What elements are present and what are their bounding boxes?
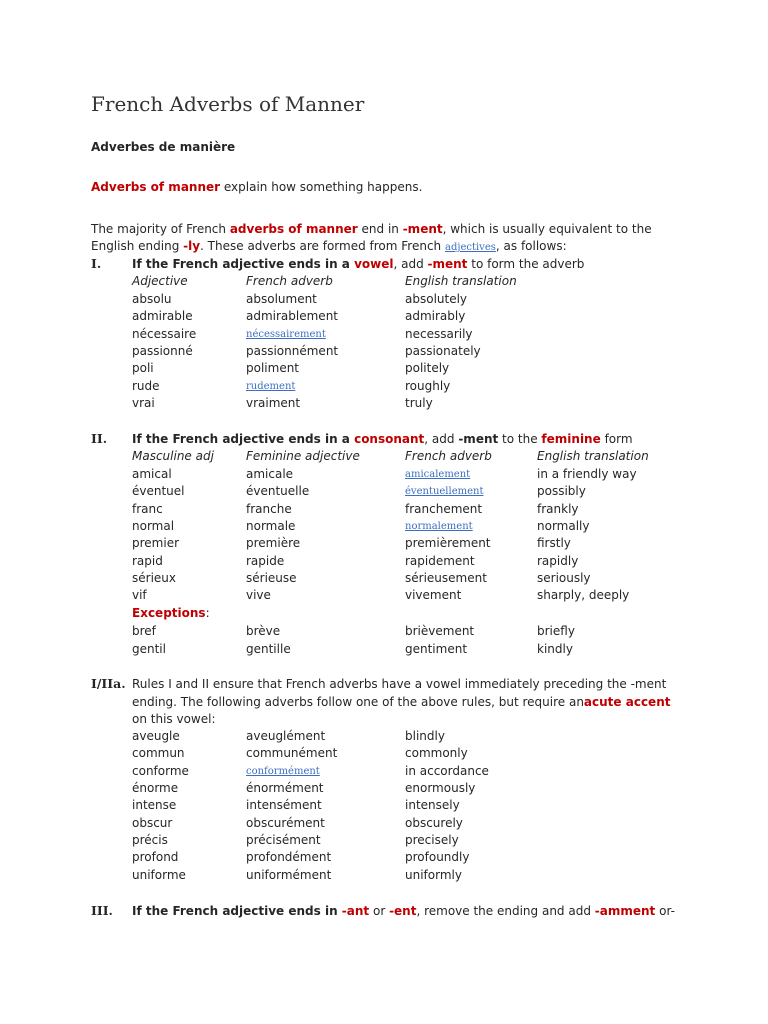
table-cell: brève [246, 624, 281, 638]
table-cell: amical [132, 467, 172, 481]
table-cell: rapidly [537, 553, 579, 568]
para-text: , which is usually equivalent to the English ending [91, 222, 652, 253]
adverb-link[interactable]: rudement [246, 380, 296, 392]
table-cell: enormously [405, 781, 476, 796]
table-cell: frankly [537, 501, 579, 516]
table-cell: vraiment [246, 396, 301, 411]
table-cell: conforme [132, 763, 189, 778]
heading-text: , add [424, 432, 459, 446]
table-cell: admirably [405, 309, 466, 324]
adverb-link[interactable]: éventuellement [405, 486, 484, 498]
table-cell: aveugle [132, 729, 180, 743]
table-cell: précisément [246, 833, 321, 848]
table-cell: normale [246, 519, 296, 534]
table-cell: in accordance [405, 763, 489, 778]
table-cell: obscur [132, 815, 173, 830]
table-cell: rapidement [405, 553, 475, 568]
heading-text: or- [655, 904, 675, 918]
intro-lead: Adverbs of manner [91, 180, 221, 194]
table-cell: kindly [537, 641, 573, 656]
table-cell: obscurely [405, 815, 463, 830]
table-cell: gentil [132, 641, 166, 656]
exceptions-colon: : [205, 606, 210, 620]
table-cell: seriously [537, 571, 591, 586]
table-cell: vif [132, 588, 147, 603]
table-cell: premier [132, 536, 180, 551]
table-cell: sérieusement [405, 571, 487, 586]
intro-line [91, 180, 422, 194]
table-cell: passionnément [246, 344, 339, 359]
heading-text: to the [498, 432, 542, 446]
rule-2-header-feminine: Feminine adjective [246, 449, 360, 463]
heading-text: , add [393, 257, 428, 271]
table-cell: intense [132, 798, 177, 813]
table-cell: admirable [132, 309, 193, 324]
table-cell: franc [132, 501, 163, 516]
heading-key: consonant [354, 432, 425, 446]
table-cell: rapide [246, 553, 285, 568]
table-cell: bref [132, 624, 156, 638]
rule-2-heading [132, 432, 633, 446]
table-cell: éventuel [132, 484, 185, 499]
table-cell: poliment [246, 361, 300, 376]
heading-key: -ment [458, 432, 499, 446]
table-cell: commun [132, 746, 185, 761]
heading-text: If the French adjective ends in [132, 904, 342, 918]
para-text: Rules I and II ensure that French adverbs have a vowel immediately preceding the -ment ending. The following adverbs follow one of the above rules, but require an [132, 677, 667, 709]
table-cell: absolu [132, 292, 172, 306]
table-cell: rude [132, 378, 160, 393]
table-cell: admirablement [246, 309, 338, 324]
table-cell: precisely [405, 833, 459, 848]
table-cell: énorme [132, 781, 179, 796]
table-cell: firstly [537, 536, 571, 551]
table-cell: passionné [132, 344, 193, 359]
table-cell: absolument [246, 292, 317, 306]
table-cell: normal [132, 519, 175, 534]
heading-text: or [369, 904, 390, 918]
adjectives-link[interactable]: adjectives [444, 242, 496, 253]
rule-2-header-translation: English translation [537, 449, 649, 463]
rule-1-numeral: I. [91, 256, 102, 271]
table-cell: aveuglément [246, 729, 326, 743]
table-cell: politely [405, 361, 450, 376]
table-cell: franche [246, 501, 292, 516]
heading-key: feminine [541, 432, 601, 446]
table-cell: sérieux [132, 571, 176, 586]
table-cell: briefly [537, 624, 575, 638]
table-cell: vive [246, 588, 271, 603]
table-cell: sharply, deeply [537, 588, 630, 603]
table-cell: vrai [132, 396, 155, 411]
rule-2-header-masculine: Masculine adj [132, 449, 214, 463]
table-cell: absolutely [405, 292, 468, 306]
table-cell: uniformly [405, 867, 462, 882]
rule-1-header-adjective: Adjective [132, 274, 188, 288]
page-title: French Adverbs of Manner [91, 92, 365, 116]
heading-text: to form the adverb [467, 257, 585, 271]
table-cell: première [246, 536, 301, 551]
table-cell: précis [132, 833, 168, 848]
para-suffix: -ly [183, 239, 201, 253]
table-cell: blindly [405, 729, 445, 743]
table-cell: profondément [246, 850, 332, 865]
intro-rest: explain how something happens. [220, 180, 423, 194]
adverb-link[interactable]: amicalement [405, 469, 471, 480]
table-cell: rapid [132, 553, 163, 568]
rule-3-heading [132, 904, 675, 918]
table-cell: communément [246, 746, 338, 761]
table-cell: éventuelle [246, 484, 310, 499]
heading-text: If the French adjective ends in a [132, 257, 355, 271]
heading-text: If the French adjective ends in a [132, 432, 355, 446]
heading-key: -amment [594, 904, 656, 918]
heading-key: -ment [427, 257, 468, 271]
table-cell: profoundly [405, 850, 470, 865]
rule-3-numeral: III. [91, 903, 113, 918]
table-cell: profond [132, 850, 179, 865]
adverb-link[interactable]: nécessairement [246, 328, 326, 340]
table-cell: uniformément [246, 867, 332, 882]
para-suffix: -ment [402, 222, 443, 236]
rule-2-numeral: II. [91, 431, 108, 446]
table-cell: in a friendly way [537, 467, 637, 481]
table-cell: intensément [246, 798, 322, 813]
table-cell: commonly [405, 746, 468, 761]
para-text: on this vowel: [132, 712, 216, 726]
table-cell: intensely [405, 798, 460, 813]
para-term: acute accent [583, 694, 671, 709]
exceptions-label [132, 606, 210, 620]
heading-key: vowel [354, 257, 394, 271]
rule-1-header-translation: English translation [405, 274, 517, 288]
exceptions-word: Exceptions [132, 606, 206, 620]
adverb-link[interactable]: conformément [246, 765, 320, 777]
adverb-link[interactable]: normalement [405, 521, 473, 533]
table-cell: gentille [246, 641, 291, 656]
para-text: , as follows: [495, 239, 567, 253]
rule-1-header-adverb: French adverb [246, 274, 333, 288]
para-text: . These adverbs are formed from French [200, 239, 445, 253]
table-cell: necessarily [405, 326, 473, 341]
table-cell: gentiment [405, 641, 468, 656]
table-cell: brièvement [405, 624, 475, 638]
table-cell: énormément [246, 781, 324, 796]
heading-key: -ant [341, 904, 370, 918]
table-cell: roughly [405, 378, 451, 393]
rule-1-2a-paragraph [132, 676, 672, 729]
table-cell: poli [132, 361, 154, 376]
rule-2-header-adverb: French adverb [405, 449, 492, 463]
table-cell: nécessaire [132, 326, 197, 341]
heading-key: -ent [389, 904, 417, 918]
table-cell: vivement [405, 588, 462, 603]
para-text: The majority of French [91, 222, 230, 236]
table-cell: premièrement [405, 536, 491, 551]
table-cell: passionately [405, 344, 481, 359]
table-cell: normally [537, 519, 590, 534]
intro-paragraph [91, 221, 676, 256]
heading-text: , remove the ending and add [416, 904, 595, 918]
table-cell: obscurément [246, 815, 325, 830]
page-subtitle: Adverbes de manière [91, 140, 236, 154]
para-text: end in [357, 222, 403, 236]
table-cell: possibly [537, 484, 586, 499]
table-cell: truly [405, 396, 433, 411]
rule-1-2a-numeral: I/IIa. [91, 676, 126, 691]
table-cell: uniforme [132, 867, 186, 882]
rule-1-heading [132, 257, 584, 271]
table-cell: sérieuse [246, 571, 297, 586]
table-cell: franchement [405, 501, 483, 516]
table-cell: amicale [246, 467, 294, 481]
heading-text: form [600, 432, 633, 446]
para-term: adverbs of manner [229, 222, 358, 236]
